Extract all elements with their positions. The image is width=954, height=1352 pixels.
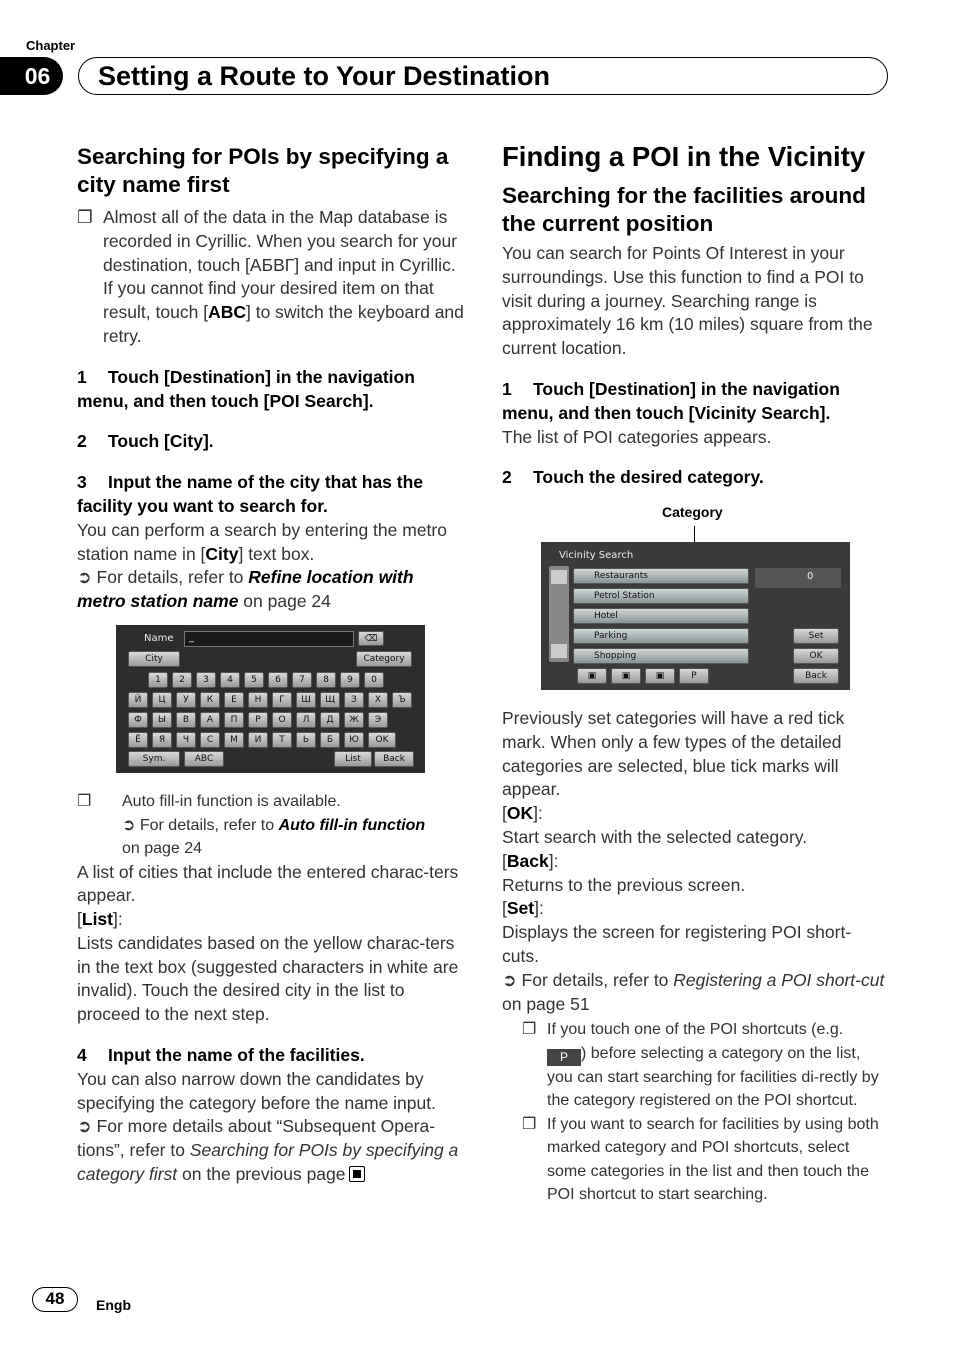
keyboard-key[interactable]: Ы <box>152 712 172 728</box>
keyboard-key[interactable]: Ц <box>152 692 172 708</box>
keyboard-key[interactable]: 5 <box>244 672 264 688</box>
keyboard-key[interactable]: 8 <box>316 672 336 688</box>
ok-term: [OK]: <box>502 803 543 824</box>
keyboard-key[interactable]: Т <box>272 732 292 748</box>
keyboard-key[interactable]: Й <box>128 692 148 708</box>
chapter-number-badge: 06 <box>0 57 63 95</box>
name-input[interactable]: _ <box>184 631 354 647</box>
left-column-lower <box>77 790 465 1187</box>
keyboard-key[interactable]: С <box>200 732 220 748</box>
keyboard-key[interactable]: Г <box>272 692 292 708</box>
keyboard-key[interactable]: 6 <box>268 672 288 688</box>
keyboard-key[interactable]: Ж <box>344 712 364 728</box>
reference-arrow-icon: ➲ <box>77 1116 92 1137</box>
keyboard-screenshot <box>116 625 425 773</box>
keyboard-key[interactable]: 9 <box>340 672 360 688</box>
section-heading-city-first: Searching for POIs by specifying a city name first <box>77 144 449 197</box>
tick-mark-note: Previously set categories will have a red tick mark. When only a few types of the detailed categories are selected, blue tick marks will appear. <box>502 708 845 800</box>
keyboard-key[interactable]: 7 <box>292 672 312 688</box>
section-end-icon <box>349 1166 365 1182</box>
category-list-item[interactable]: Hotel <box>573 608 749 624</box>
keyboard-key[interactable]: О <box>272 712 292 728</box>
keyboard-key[interactable]: З <box>344 692 364 708</box>
poi-shortcut-1[interactable]: ▣ <box>577 668 607 684</box>
keyboard-key[interactable]: Ш <box>296 692 316 708</box>
backspace-button[interactable]: ⌫ <box>358 631 384 646</box>
language-code: Engb <box>96 1297 131 1313</box>
keyboard-key[interactable]: А <box>200 712 220 728</box>
keyboard-key[interactable]: 1 <box>148 672 168 688</box>
category-list-item[interactable]: Parking <box>573 628 749 644</box>
subheading-facilities: Searching for the facilities around the current position <box>502 183 866 236</box>
city-button[interactable]: City <box>128 651 180 667</box>
keyboard-key[interactable]: Щ <box>320 692 340 708</box>
step-3: 3 Input the name of the city that has the facility you want to search for. <box>77 472 424 516</box>
keyboard-key[interactable]: Я <box>152 732 172 748</box>
keyboard-key[interactable]: Д <box>320 712 340 728</box>
step-2: 2 Touch [City]. <box>77 431 214 452</box>
sym-button[interactable]: Sym. <box>128 751 180 767</box>
reference-arrow-icon: ➲ <box>122 816 136 834</box>
keyboard-key[interactable]: Ё <box>128 732 148 748</box>
back-description: Returns to the previous screen. <box>502 874 746 895</box>
reference-link[interactable]: Registering a POI short-cut <box>673 969 885 990</box>
back-button[interactable]: Back <box>793 668 839 684</box>
keyboard-key[interactable]: 3 <box>196 672 216 688</box>
keyboard-key[interactable]: И <box>248 732 268 748</box>
keyboard-key[interactable]: Р <box>248 712 268 728</box>
list-term: [List]: <box>77 909 123 930</box>
autofill-note: ❐ Auto fill-in function is available. <box>77 790 465 814</box>
poi-shortcut-2[interactable]: ▣ <box>611 668 641 684</box>
left-column <box>77 143 465 614</box>
note-checkbox-icon: ❐ <box>522 1021 537 1039</box>
name-field-label: Name <box>144 633 174 644</box>
category-list-item[interactable]: Shopping <box>573 648 749 664</box>
shortcut-note-1: ❐ If you touch one of the POI shortcuts (e.g. P ) before selecting a category on the list, you can start searching for facilities di-rectly by the category registered on the POI shortcut. <box>502 1018 887 1113</box>
keyboard-key[interactable]: Б <box>320 732 340 748</box>
reference-link[interactable]: Searching for POIs by specifying a category first <box>77 1140 459 1185</box>
reference-link[interactable]: Auto fill-in function <box>278 816 426 834</box>
section-title-vicinity: Finding a POI in the Vicinity <box>502 141 866 172</box>
chapter-title: Setting a Route to Your Destination <box>98 61 551 91</box>
set-button[interactable]: Set <box>793 628 839 644</box>
keyboard-key[interactable]: Ф <box>128 712 148 728</box>
autofill-reference: ➲ For details, refer to Auto fill-in function on page 24 <box>122 816 426 857</box>
keyboard-key[interactable]: В <box>176 712 196 728</box>
parking-shortcut-icon: P <box>547 1049 581 1066</box>
poi-shortcut-parking[interactable]: P <box>679 668 709 684</box>
step-1: 1 Touch [Destination] in the navigation menu, and then touch [Vicinity Search]. <box>502 378 840 423</box>
keyboard-key[interactable]: Л <box>296 712 316 728</box>
right-column <box>502 140 887 490</box>
scroll-up-icon[interactable] <box>551 570 567 584</box>
keyboard-key[interactable]: П <box>224 712 244 728</box>
set-description: Displays the screen for registering POI short-cuts. <box>502 922 852 966</box>
keyboard-key[interactable]: Ю <box>344 732 364 748</box>
step-1-body: The list of POI categories appears. <box>502 426 772 447</box>
step-2: 2 Touch the desired category. <box>502 467 764 488</box>
category-list-item[interactable]: Restaurants <box>573 568 749 584</box>
keyboard-key[interactable]: Ч <box>176 732 196 748</box>
list-intro: A list of cities that include the entered charac-ters appear. <box>77 861 459 906</box>
keyboard-key[interactable]: Ъ <box>392 692 412 708</box>
list-description: Lists candidates based on the yellow charac-ters in the text box (suggested characters in white are invalid). Touch the desired city in the list to proceed to the next step. <box>77 932 459 1025</box>
keyboard-key[interactable]: У <box>176 692 196 708</box>
count-box: 0 <box>755 568 841 588</box>
screen-title: Vicinity Search <box>559 550 634 561</box>
ok-description: Start search with the selected category. <box>502 826 808 847</box>
note-checkbox-icon: ❐ <box>77 207 93 227</box>
right-column-lower <box>502 707 887 1207</box>
poi-shortcut-3[interactable]: ▣ <box>645 668 675 684</box>
scroll-down-icon[interactable] <box>551 644 567 658</box>
shortcut-reference: ➲ For details, refer to Registering a POI short-cut on page 51 <box>502 969 885 1014</box>
step-3-reference: ➲ For details, refer to Refine location with metro station name on page 24 <box>77 567 414 612</box>
category-list-item[interactable]: Petrol Station <box>573 588 749 604</box>
keyboard-key[interactable]: OK <box>368 732 396 748</box>
step-4-reference: ➲ For more details about “Subsequent Opera-tions”, refer to Searching for POIs by specifying a category first on the previous page <box>77 1116 459 1185</box>
reference-link[interactable]: Refine location with metro station name <box>77 567 414 612</box>
list-button[interactable]: List <box>334 751 372 767</box>
keyboard-key[interactable]: К <box>200 692 220 708</box>
abc-button[interactable]: ABC <box>184 751 224 767</box>
page-number: 48 <box>32 1287 78 1312</box>
keyboard-key[interactable]: Х <box>368 692 388 708</box>
back-term: [Back]: <box>502 850 559 871</box>
vicinity-search-screenshot <box>541 542 850 690</box>
ok-button[interactable]: OK <box>793 648 839 664</box>
cyrillic-key-label: АБВГ <box>249 254 295 275</box>
keyboard-key[interactable]: Е <box>224 692 244 708</box>
note-checkbox-icon: ❐ <box>522 1115 537 1133</box>
step-1: 1 Touch [Destination] in the navigation menu, and then touch [POI Search]. <box>77 366 415 411</box>
shortcut-note-2: ❐ If you want to search for facilities by using both marked category and POI shortcuts, select some categories in the list and then touch the POI shortcut to start searching. <box>502 1113 887 1207</box>
vicinity-intro: You can search for Points Of Interest in your surroundings. Use this function to find a POI to visit during a journey. Searching range is approximately 16 km (10 miles) square from the current location. <box>502 243 873 359</box>
keyboard-key[interactable]: Ь <box>296 732 316 748</box>
keyboard-key[interactable]: Н <box>248 692 268 708</box>
back-button[interactable]: Back <box>374 751 414 767</box>
category-callout-label: Category <box>662 504 723 520</box>
keyboard-key[interactable]: М <box>224 732 244 748</box>
keyboard-key[interactable]: 4 <box>220 672 240 688</box>
keyboard-key[interactable]: 2 <box>172 672 192 688</box>
chapter-label: Chapter <box>26 38 76 53</box>
category-button[interactable]: Category <box>356 651 412 667</box>
set-term: [Set]: <box>502 898 544 919</box>
reference-arrow-icon: ➲ <box>77 567 92 588</box>
note-checkbox-icon: ❐ <box>77 793 92 810</box>
keyboard-key[interactable]: 0 <box>364 672 384 688</box>
reference-arrow-icon: ➲ <box>502 969 517 990</box>
cyrillic-note: ❐ Almost all of the data in the Map database is recorded in Cyrillic. When you search for your destination, touch [АБВГ] and input in Cyrillic. If you cannot find your desired item on that result, touch [ABC] to switch the keyboard and retry. <box>77 207 464 346</box>
step-4: 4 Input the name of the facilities. <box>77 1045 365 1066</box>
keyboard-key[interactable]: Э <box>368 712 388 728</box>
step-4-body: You can also narrow down the candidates by specifying the category before the name input. <box>77 1068 436 1113</box>
abc-key-label: ABC <box>208 302 246 323</box>
step-3-body: You can perform a search by entering the metro station name in [City] text box. <box>77 519 447 564</box>
